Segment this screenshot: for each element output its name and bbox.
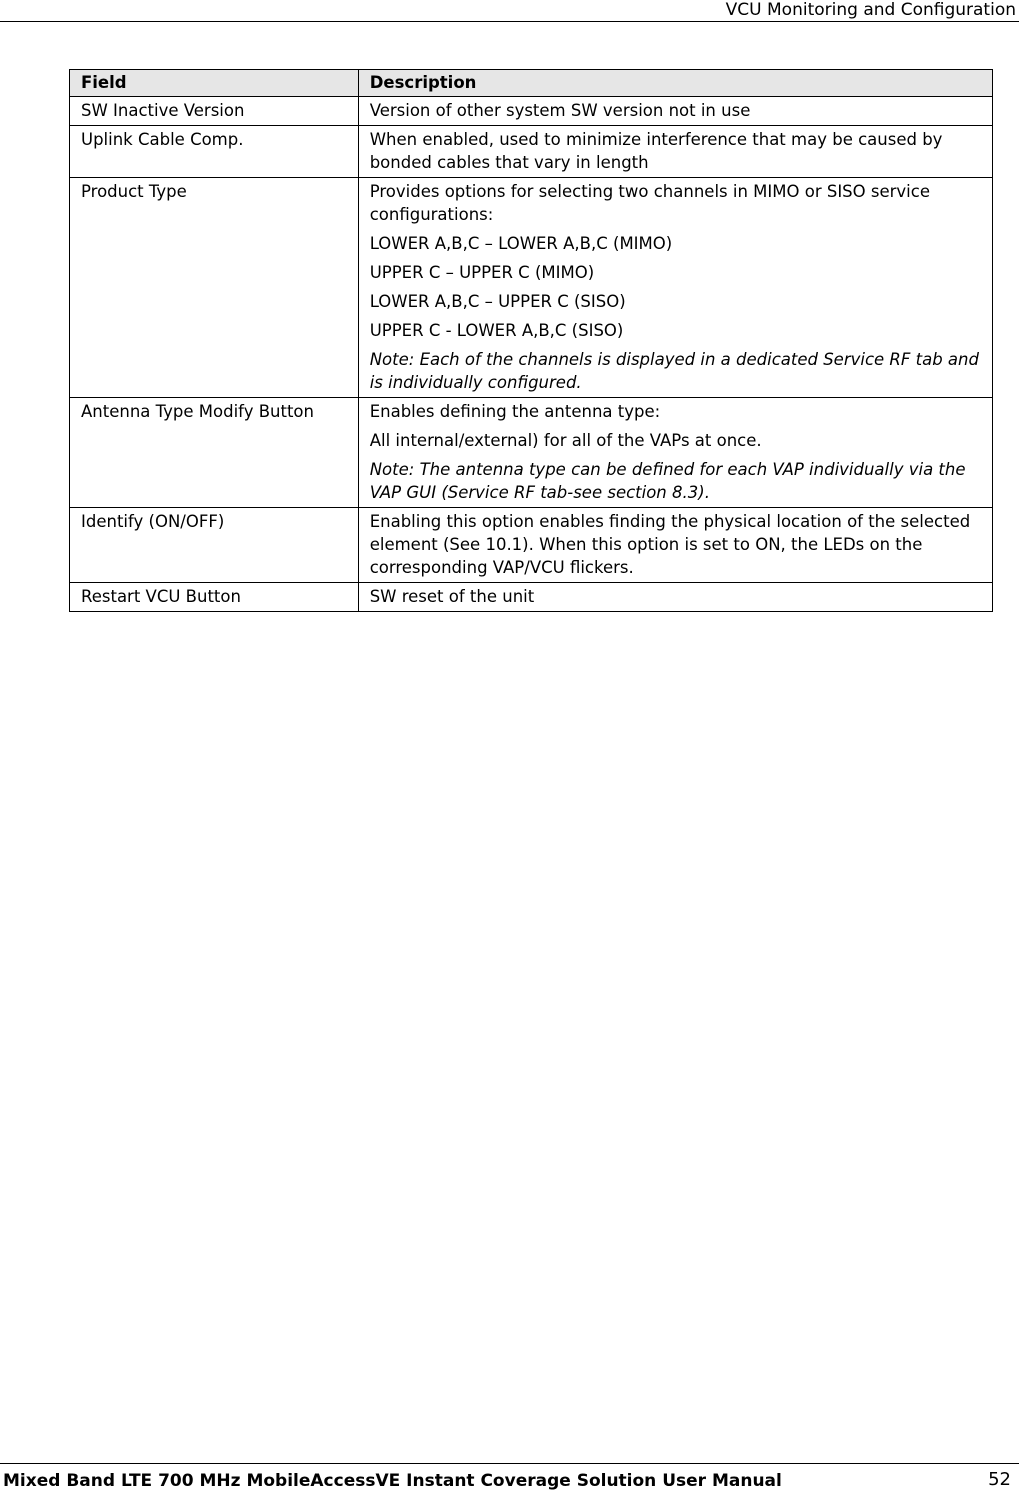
fields-table (69, 69, 993, 612)
description-text: SW reset of the unit (369, 587, 535, 606)
note-text: Note: The antenna type can be defined for each VAP individually via the VAP GUI (Service RF tab-see section 8.3). (369, 460, 966, 502)
option-siso-upper-lower: UPPER C - LOWER A,B,C (SISO) (369, 321, 624, 340)
option-siso-lower-upper: LOWER A,B,C – UPPER C (SISO) (369, 292, 626, 311)
description-text: All internal/external) for all of the VAPs at once. (369, 431, 762, 450)
field-cell: SW Inactive Version (70, 97, 359, 126)
option-mimo-lower-lower: LOWER A,B,C – LOWER A,B,C (MIMO) (369, 234, 673, 253)
note-text: Note: Each of the channels is displayed in a dedicated Service RF tab and is individually configured. (369, 350, 979, 392)
option-mimo-upper-upper: UPPER C – UPPER C (MIMO) (369, 263, 595, 282)
description-cell (358, 178, 992, 398)
description-text: Version of other system SW version not in use (369, 101, 751, 120)
description-text: When enabled, used to minimize interference that may be caused by bonded cables that vary in length (369, 130, 943, 172)
description-cell (358, 126, 992, 178)
field-cell: Restart VCU Button (70, 583, 359, 612)
table-row (70, 126, 993, 178)
column-header-field: Field (70, 70, 359, 97)
description-cell (358, 508, 992, 583)
field-cell: Uplink Cable Comp. (70, 126, 359, 178)
field-cell: Identify (ON/OFF) (70, 508, 359, 583)
page-footer (0, 1463, 1019, 1494)
column-header-description: Description (358, 70, 992, 97)
description-text: Provides options for selecting two channels in MIMO or SISO service configurations: (369, 182, 930, 224)
description-text: Enabling this option enables finding the physical location of the selected element (See 10.1). When this option is set to ON, the LEDs on the corresponding VAP/VCU flickers. (369, 512, 971, 577)
table-header-row (70, 70, 993, 97)
table-row (70, 97, 993, 126)
header-title: VCU Monitoring and Configuration (725, 0, 1016, 20)
table-row (70, 508, 993, 583)
description-cell (358, 398, 992, 508)
page-header (0, 0, 1019, 22)
page-number: 52 (988, 1469, 1011, 1490)
field-cell: Antenna Type Modify Button (70, 398, 359, 508)
field-cell: Product Type (70, 178, 359, 398)
description-text: Enables defining the antenna type: (369, 402, 661, 421)
description-cell (358, 583, 992, 612)
table-row (70, 583, 993, 612)
footer-title: Mixed Band LTE 700 MHz MobileAccessVE Instant Coverage Solution User Manual (3, 1471, 782, 1491)
table-row (70, 178, 993, 398)
description-cell (358, 97, 992, 126)
table-row (70, 398, 993, 508)
